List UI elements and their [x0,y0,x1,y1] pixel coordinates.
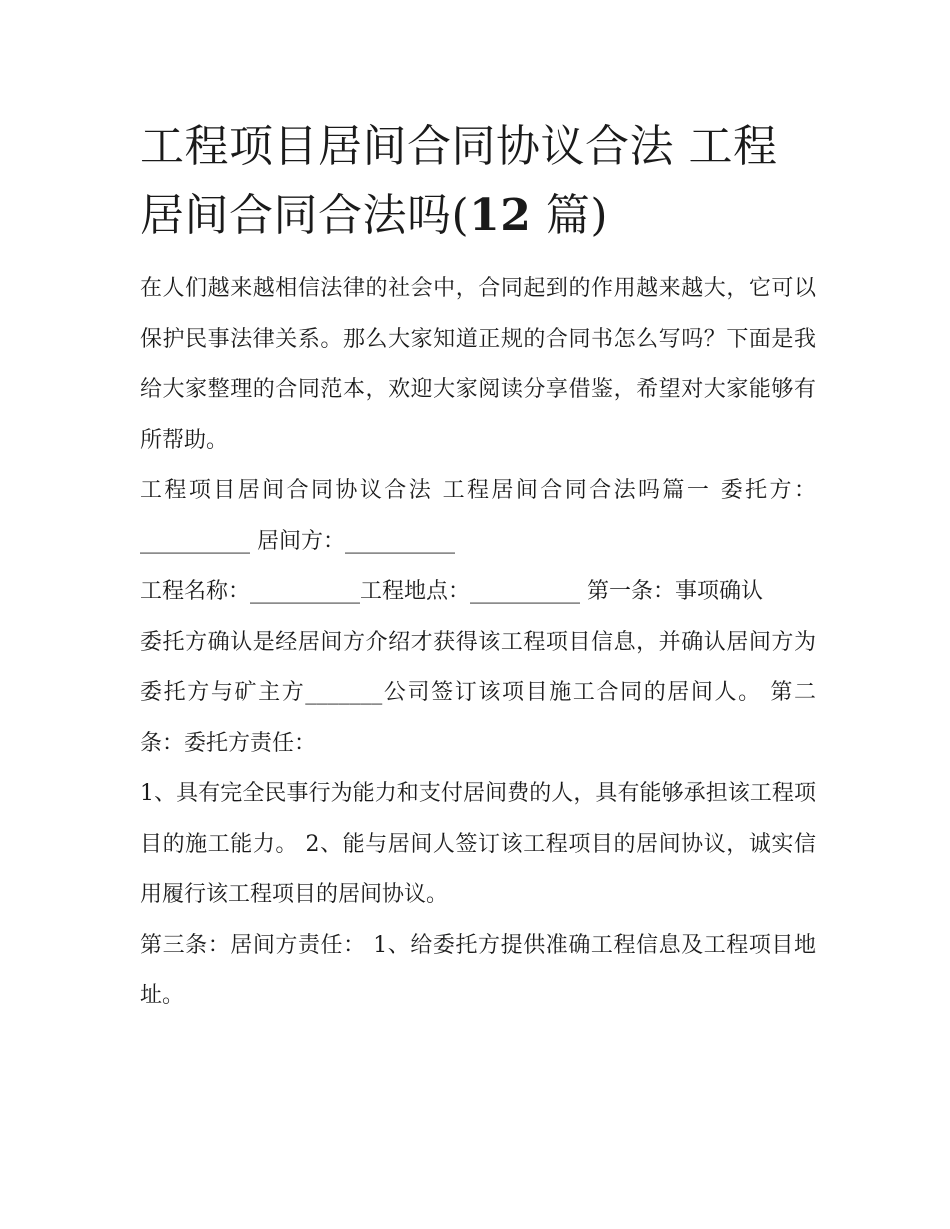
title-count: 12 [469,190,532,241]
parties-paragraph: 工程项目居间合同协议合法 工程居间合同合法吗篇一 委托方：__________ 居间方：__________ [140,478,816,554]
client-duties-paragraph: 1、具有完全民事行为能力和支付居间费的人，具有能够承担该工程项目的施工能力。 2、能与居间人签订该工程项目的居间协议，诚实信用履行该工程项目的居间协议。 [140,781,816,907]
confirmation-paragraph: 委托方确认是经居间方介绍才获得该工程项目信息，并确认居间方为委托方与矿主方_______公司签订该项目施工合同的居间人。 第二条：委托方责任： [140,629,816,756]
title-text: 工程项目居间合同协议合法 工程居间合同合法吗( [140,121,778,241]
intro-paragraph: 在人们越来越相信法律的社会中，合同起到的作用越来越大，它可以保护民事法律关系。那么大家知道正规的合同书怎么写吗？下面是我给大家整理的合同范本，欢迎大家阅读分享借鉴，希望对大家能够有所帮助。 [140,276,816,453]
broker-duties-paragraph: 第三条：居间方责任： 1、给委托方提供准确工程信息及工程项目地址。 [140,932,816,1008]
project-info-paragraph: 工程名称：__________工程地点：__________ 第一条：事项确认 [140,579,763,604]
document-page [140,112,816,1022]
title-suffix: 篇) [531,190,609,241]
document-body [140,264,816,1022]
document-title [140,112,816,250]
